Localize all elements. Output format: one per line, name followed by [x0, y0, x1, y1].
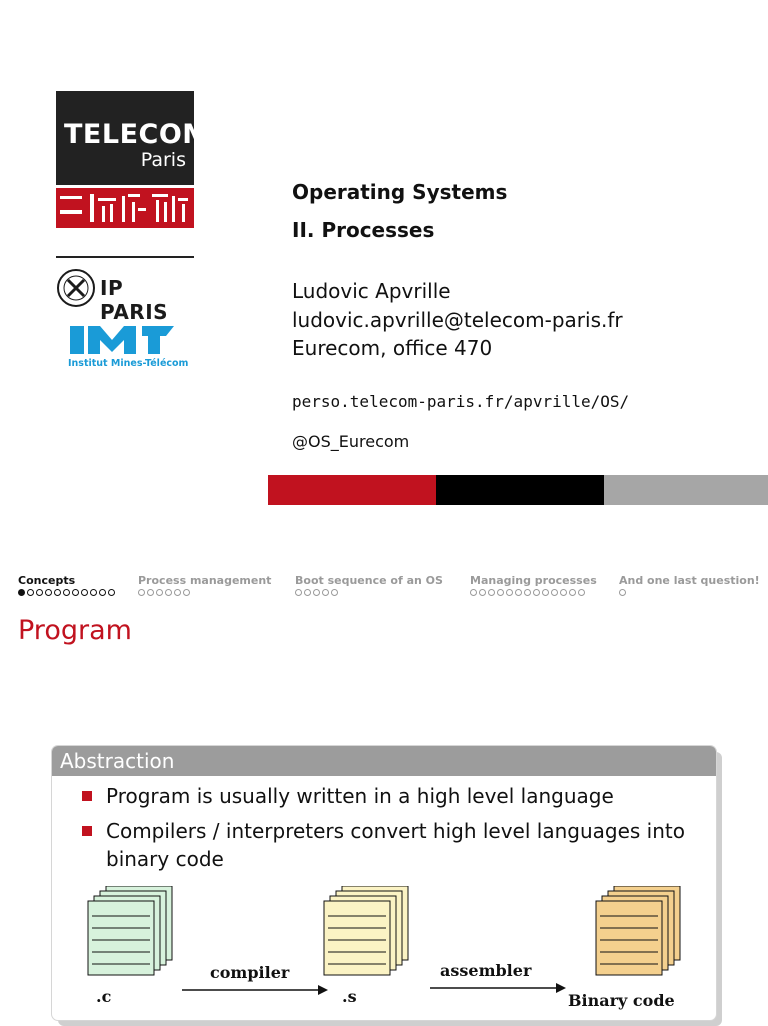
course-title: Operating Systems: [292, 180, 508, 204]
source-files-icon: [88, 886, 172, 975]
chapter-title: II. Processes: [292, 218, 435, 242]
nav-label: Concepts: [18, 574, 76, 587]
nav-dot[interactable]: [165, 589, 172, 596]
footer-bar-grey: [604, 475, 768, 505]
nav-dot[interactable]: [524, 589, 531, 596]
nav-dot[interactable]: [542, 589, 549, 596]
nav-progress-dots: [470, 589, 597, 596]
nav-section-concepts[interactable]: [18, 574, 115, 604]
telecom-paris-logo: [56, 91, 210, 185]
block-header: [52, 746, 716, 776]
nav-dot[interactable]: [578, 589, 585, 596]
binary-files-icon: [596, 886, 680, 975]
nav-dot[interactable]: [551, 589, 558, 596]
footer-bar-black: [436, 475, 604, 505]
nav-dot[interactable]: [27, 589, 34, 596]
stage-label-s: .s: [342, 987, 357, 1006]
imt-text: Institut Mines-Télécom: [68, 358, 189, 369]
nav-dot[interactable]: [470, 589, 477, 596]
twitter-handle[interactable]: @OS_Eurecom: [292, 432, 410, 451]
nav-label: Boot sequence of an OS: [295, 574, 443, 587]
assembly-files-icon: [324, 886, 408, 975]
imt-logo: [62, 322, 189, 372]
nav-dot[interactable]: [156, 589, 163, 596]
nav-dot[interactable]: [63, 589, 70, 596]
nav-section-boot-sequence[interactable]: [295, 574, 443, 604]
bullet-marker: [82, 826, 92, 836]
nav-dot[interactable]: [295, 589, 302, 596]
author-office: Eurecom, office 470: [292, 336, 493, 360]
compiler-arrow: [182, 985, 328, 995]
nav-dot[interactable]: [174, 589, 181, 596]
nav-dot[interactable]: [515, 589, 522, 596]
assembler-arrow: [430, 983, 566, 993]
footer-bar-red: [268, 475, 436, 505]
nav-dot[interactable]: [569, 589, 576, 596]
logo-separator: [56, 256, 194, 258]
author-email[interactable]: ludovic.apvrille@telecom-paris.fr: [292, 308, 623, 332]
arrow-label-compiler: compiler: [210, 963, 290, 982]
nav-dot[interactable]: [497, 589, 504, 596]
nav-dot[interactable]: [331, 589, 338, 596]
telecom-calligraphy-band: [56, 188, 194, 228]
nav-section-last-question[interactable]: [619, 574, 760, 604]
nav-dot[interactable]: [304, 589, 311, 596]
nav-section-managing-processes[interactable]: [470, 574, 597, 604]
arrow-label-assembler: assembler: [440, 961, 532, 980]
nav-dot[interactable]: [36, 589, 43, 596]
nav-label: Process management: [138, 574, 272, 587]
nav-dot[interactable]: [322, 589, 329, 596]
title-slide: [0, 0, 768, 512]
nav-dot[interactable]: [183, 589, 190, 596]
nav-label: And one last question!: [619, 574, 760, 587]
nav-dot[interactable]: [147, 589, 154, 596]
author-name: Ludovic Apvrille: [292, 279, 451, 303]
nav-dot[interactable]: [533, 589, 540, 596]
stage-label-c: .c: [96, 987, 112, 1006]
nav-dot[interactable]: [313, 589, 320, 596]
nav-dot[interactable]: [488, 589, 495, 596]
nav-section-process-management[interactable]: [138, 574, 271, 604]
logo-telecom-city: Paris: [140, 149, 186, 171]
stage-label-binary: Binary code: [568, 991, 675, 1010]
nav-dot[interactable]: [138, 589, 145, 596]
nav-progress-dots: [295, 589, 443, 596]
bullet-text: Compilers / interpreters convert high level languages into binary code: [106, 819, 685, 871]
compilation-pipeline-diagram: [80, 886, 700, 1016]
nav-dot[interactable]: [108, 589, 115, 596]
nav-progress-dots: [18, 589, 115, 596]
nav-dot[interactable]: [18, 589, 25, 596]
nav-label: Managing processes: [470, 574, 597, 587]
nav-dot[interactable]: [72, 589, 79, 596]
nav-dot[interactable]: [54, 589, 61, 596]
course-url[interactable]: perso.telecom-paris.fr/apvrille/OS/: [292, 392, 630, 411]
block-title: Abstraction: [60, 749, 175, 773]
nav-progress-dots: [619, 589, 760, 596]
logo-telecom-word: TELECOM: [64, 119, 210, 150]
nav-dot[interactable]: [81, 589, 88, 596]
polytechnique-seal-icon: [56, 268, 96, 308]
ip-paris-logo: [56, 266, 196, 324]
nav-dot[interactable]: [90, 589, 97, 596]
bullet-text: Program is usually written in a high level language: [106, 784, 614, 808]
nav-dot[interactable]: [560, 589, 567, 596]
bullet-marker: [82, 791, 92, 801]
nav-dot[interactable]: [479, 589, 486, 596]
nav-dot[interactable]: [99, 589, 106, 596]
nav-progress-dots: [138, 589, 271, 596]
imt-mark-icon: [62, 322, 180, 356]
program-slide: [0, 512, 768, 1024]
nav-dot[interactable]: [619, 589, 626, 596]
slide-title: Program: [18, 615, 132, 646]
ip-paris-text: IP PARIS: [100, 276, 169, 324]
nav-dot[interactable]: [506, 589, 513, 596]
nav-dot[interactable]: [45, 589, 52, 596]
abstraction-block: [52, 746, 716, 1020]
